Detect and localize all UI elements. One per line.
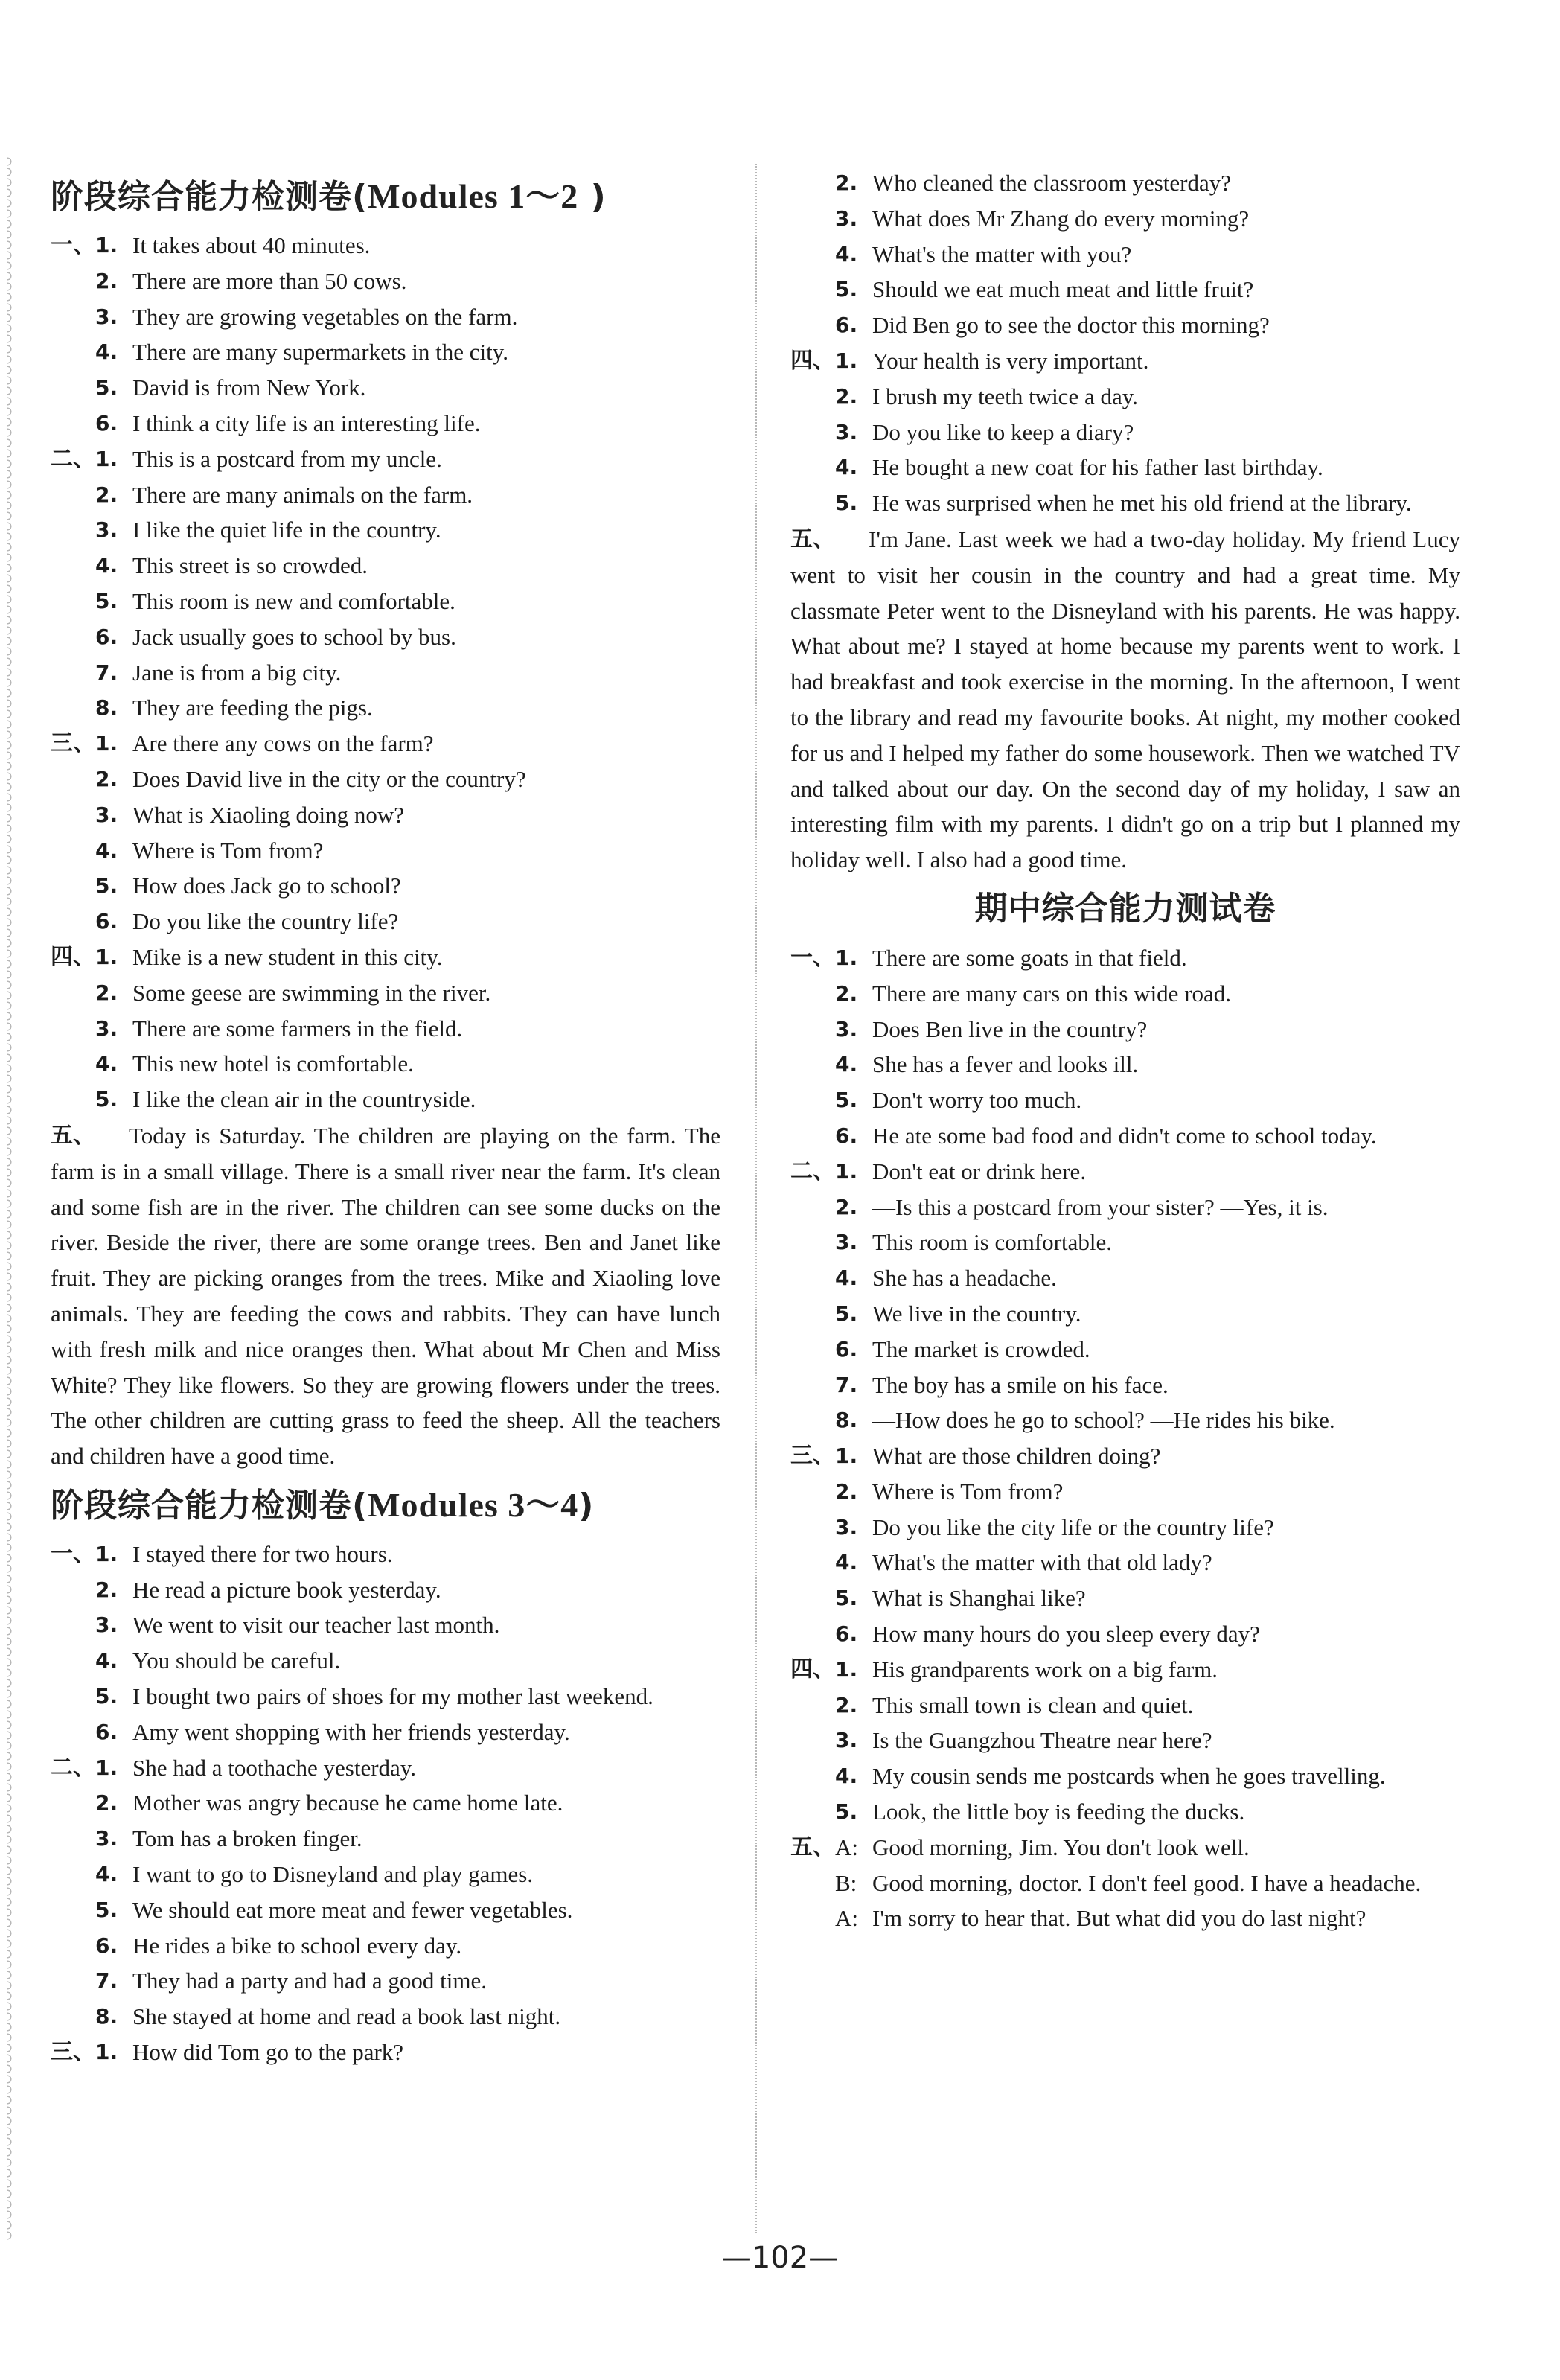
answer-row: 2. He read a picture book yesterday. [95,1576,441,1603]
answer-row: 6. The market is crowded. [835,1336,1090,1362]
answer-row: 3. What is Xiaoling doing now? [95,801,405,828]
section-title-modules-3-4: 阶段综合能力检测卷(Modules 3～4) [51,1485,595,1525]
answer-row: 5. He was surprised when he met his old friend at the library. [835,490,1412,517]
answer-row: 3. Tom has a broken finger. [95,1825,362,1852]
answer-row: 5. This room is new and comfortable. [95,587,455,614]
answer-row: 5. Look, the little boy is feeding the ducks. [835,1799,1245,1825]
answer-row: 2. Mother was angry because he came home late. [95,1790,563,1816]
answer-row: 3. Does Ben live in the country? [835,1015,1148,1042]
answer-row: 7. The boy has a smile on his face. [835,1371,1169,1398]
answer-row: 7. They had a party and had a good time. [95,1968,488,1994]
answer-row: 一、 1. It takes about 40 minutes. [51,232,371,258]
answer-row: 4. This street is so crowded. [95,552,368,579]
answer-row: 8. She stayed at home and read a book last night. [95,2003,561,2030]
dialogue-line: A: I'm sorry to hear that. But what did you do last night? [835,1905,1366,1932]
answer-row: 6. Amy went shopping with her friends yesterday. [95,1718,570,1745]
answer-row: 3. This room is comfortable. [835,1229,1112,1256]
answer-row: 4. She has a fever and looks ill. [835,1051,1139,1078]
answer-row: 三、 1. How did Tom go to the park? [51,2039,404,2066]
answer-row: 5. We live in the country. [835,1300,1081,1327]
answer-row: 3. Do you like the city life or the country life? [835,1513,1274,1540]
answer-row: 4. You should be careful. [95,1647,341,1674]
right-column [790,165,1460,1936]
answer-row: 3. Do you like to keep a diary? [835,418,1134,445]
answer-row: 4. She has a headache. [835,1265,1057,1292]
answer-row: 6. How many hours do you sleep every day? [835,1621,1260,1647]
answer-row: 4. I want to go to Disneyland and play games. [95,1861,534,1888]
answer-row: 3. What does Mr Zhang do every morning? [835,205,1250,232]
answer-row: 三、 1. What are those children doing? [790,1443,1161,1470]
answer-row: 5. We should eat more meat and fewer vegetables. [95,1896,573,1923]
answer-row: 2. There are many cars on this wide road. [835,980,1232,1006]
answer-row: 8. —How does he go to school? —He rides his bike. [835,1407,1335,1434]
answer-row: 5. David is from New York. [95,374,366,401]
answer-row: 四、 1. Mike is a new student in this city. [51,943,443,970]
left-column [51,165,720,2070]
answer-row: 3. I like the quiet life in the country. [95,517,441,543]
answer-paragraph: 五、 I'm Jane. Last week we had a two-day holiday. My friend Lucy went to visit her cousin in the country and had a great time. My classmate Peter went to the Disneyland with his parents. He was happy. What about me? I stayed at home because my parents went to work. I had breakfast and took exercise in the morning. In the afternoon, I went to the library and read my favourite books. At night, my mother cooked for us and I helped my father do some housework. Then we watched TV and talked about our day. On the second day of my holiday, I saw an interesting film with my parents. I didn't go on a trip but I planned my holiday well. I also had a good time. [790,526,1460,873]
answer-row: 3. There are some farmers in the field. [95,1015,463,1041]
answer-row: 5. How does Jack go to school? [95,872,401,899]
left-margin-decoration [7,156,15,2241]
answer-row: 二、 1. Don't eat or drink here. [790,1158,1087,1184]
page-number: —102— [721,2241,839,2275]
answer-row: 4. There are many supermarkets in the city. [95,339,508,366]
answer-row: 6. Jack usually goes to school by bus. [95,623,456,650]
answer-row: 2. Who cleaned the classroom yesterday? [835,170,1232,196]
answer-row: 一、 1. I stayed there for two hours. [51,1540,393,1567]
answer-row: 四、 1. His grandparents work on a big farm. [790,1656,1218,1682]
answer-row: 7. Jane is from a big city. [95,659,342,686]
answer-row: 2. There are many animals on the farm. [95,481,473,508]
answer-row: 四、 1. Your health is very important. [790,347,1149,374]
dialogue-line: 五、 A: Good morning, Jim. You don't look well. [790,1834,1250,1860]
answer-row: 4. He bought a new coat for his father last birthday. [835,454,1323,481]
column-divider [755,164,757,2233]
answer-row: 2. There are more than 50 cows. [95,267,407,294]
answer-row: 3. We went to visit our teacher last month. [95,1612,500,1639]
answer-row: 8. They are feeding the pigs. [95,695,373,721]
answer-row: 6. Did Ben go to see the doctor this morning? [835,312,1270,339]
answer-row: 4. What's the matter with you? [835,240,1132,267]
answer-row: 4. Where is Tom from? [95,837,324,864]
answer-row: 4. This new hotel is comfortable. [95,1050,414,1077]
answer-row: 5. I bought two pairs of shoes for my mother last weekend. [95,1683,653,1710]
dialogue-line: B: Good morning, doctor. I don't feel good. I have a headache. [835,1869,1422,1896]
answer-row: 6. I think a city life is an interesting life. [95,409,481,436]
answer-row: 5. Don't worry too much. [835,1087,1082,1114]
answer-row: 二、 1. She had a toothache yesterday. [51,1754,417,1781]
answer-row: 5. Should we eat much meat and little fruit? [835,276,1254,303]
section-title-modules-1-2: 阶段综合能力检测卷(Modules 1～2 ) [51,177,607,216]
answer-row: 6. Do you like the country life? [95,908,399,935]
answer-row: 三、 1. Are there any cows on the farm? [51,730,434,757]
answer-row: 5. What is Shanghai like? [835,1585,1086,1612]
answer-row: 5. I like the clean air in the countryside. [95,1086,476,1113]
answer-row: 2. Where is Tom from? [835,1478,1064,1505]
answer-row: 4. What's the matter with that old lady? [835,1549,1212,1576]
answer-paragraph: 五、 Today is Saturday. The children are playing on the farm. The farm is in a small village. There is a small river near the farm. It's clean and some fish are in the river. The children can see some ducks on the river. Beside the river, there are some orange trees. Ben and Janet like fruit. They are picking oranges from the trees. Mike and Xiaoling love animals. They are feeding the cows and rabbits. They can have lunch with fresh milk and nice oranges then. What about Mr Chen and Miss White? They like flowers. So they are growing flowers under the trees. The other children are cutting grass to feed the sheep. All the teachers and children have a good time. [51,1122,720,1470]
answer-row: 2. Does David live in the city or the country? [95,765,526,792]
answer-row: 6. He rides a bike to school every day. [95,1932,462,1959]
answer-row: 2. —Is this a postcard from your sister? —Yes, it is. [835,1193,1329,1220]
answer-row: 2. I brush my teeth twice a day. [835,383,1138,409]
section-title-midterm: 期中综合能力测试卷 [974,889,1276,928]
answer-row: 一、 1. There are some goats in that field. [790,944,1187,971]
answer-row: 4. My cousin sends me postcards when he goes travelling. [835,1763,1386,1790]
answer-row: 3. They are growing vegetables on the farm. [95,303,518,330]
answer-row: 2. This small town is clean and quiet. [835,1691,1194,1718]
answer-row: 3. Is the Guangzhou Theatre near here? [835,1727,1212,1754]
answer-row: 2. Some geese are swimming in the river. [95,979,491,1006]
answer-row: 6. He ate some bad food and didn't come to school today. [835,1122,1377,1149]
answer-row: 二、 1. This is a postcard from my uncle. [51,445,442,472]
